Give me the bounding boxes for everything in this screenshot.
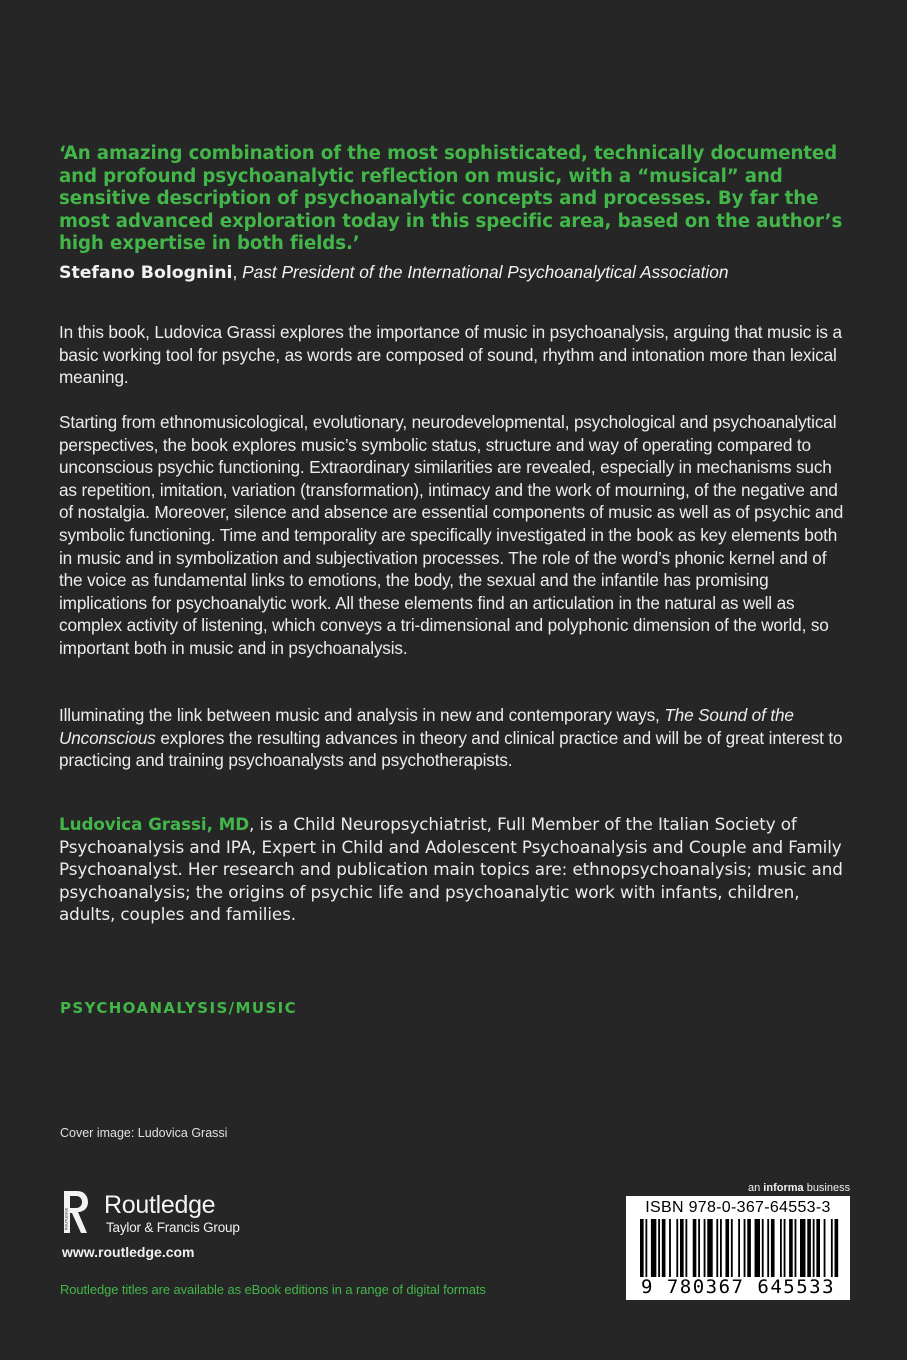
barcode-bar [685, 1219, 687, 1277]
attribution-separator: , [232, 262, 238, 282]
paragraph-3-suffix: explores the resulting advances in theory and clinical practice and will be of great interest to practicing and training psychoanalysts and psychotherapists. [59, 727, 843, 771]
barcode-bar [731, 1219, 733, 1277]
barcode-bar [813, 1219, 815, 1277]
isbn-digits: 9 780367 645533 [640, 1276, 836, 1298]
barcode-bar [693, 1219, 697, 1277]
publisher-group: Taylor & Francis Group [106, 1220, 240, 1235]
barcode-bar [800, 1219, 805, 1277]
author-bio-text: , is a Child Neuropsychiatrist, Full Member of the Italian Society of Psychoanalysis and IPA, Expert in Child and Adolescent Psychoanalysis and Couple and Family Psychoanalyst. Her research and publication main topics are: ethnopsychoanalysis; music and psychoanalysis; the origins of psychic life and psychoanalytic work with infants, children, adults, couples and families. [59, 814, 843, 925]
routledge-logo-icon [60, 1189, 90, 1235]
barcode-bar [707, 1219, 712, 1277]
description-paragraph-1: In this book, Ludovica Grassi explores the importance of music in psychoanalysis, arguing that music is a basic working tool for psyche, as words are composed of sound, rhythm and intonation more than lexical meaning. [59, 322, 842, 388]
barcode-bar [680, 1219, 684, 1277]
barcode-bar [807, 1219, 811, 1277]
quote-attribution [59, 261, 849, 284]
barcode-bar [640, 1219, 644, 1277]
barcode-bar [658, 1219, 660, 1277]
subject-category: PSYCHOANALYSIS/MUSIC [60, 999, 298, 1017]
logo-wordmark: ROUTLEDGE [64, 1207, 69, 1230]
barcode-bars [640, 1219, 840, 1277]
barcode-bar [795, 1219, 797, 1277]
barcode-bar [645, 1219, 647, 1277]
barcode-bar [698, 1219, 700, 1277]
informa-brand: informa [763, 1182, 804, 1194]
ebook-note: Routledge titles are available as eBook editions in a range of digital formats [60, 1282, 486, 1297]
barcode-bar [771, 1219, 775, 1277]
description-paragraph-2: Starting from ethnomusicological, evolutionary, neurodevelopmental, psychological and psychoanalytical perspectives, the book explores music’s symbolic status, structure and way of operating compared to unconscious psychic functioning. Extraordinary similarities are revealed, especially in mechanisms such as repetition, imitation, variation (transformation), intimacy and the work of mourning, of the negative and of nostalgia. Moreover, silence and absence are essential components of music as well as of psychic and symbolic functioning. Time and temporality are specifically investigated in the book as key elements both in music and in symbolization and subjectivation processes. The role of the word’s phonic kernel and of the voice as fundamental links to emotions, the body, the sexual and the infantile has promising implications for psychoanalytic work. All these elements find an articulation in the natural as well as complex activity of listening, which conveys a tri-dimensional and polyphonic dimension of the world, so important both in music and in psychoanalysis. [59, 412, 844, 658]
author-name: Ludovica Grassi, MD [59, 814, 250, 834]
book-title: The Sound of the Unconscious [59, 705, 794, 748]
barcode-bar [762, 1219, 764, 1277]
barcode-bar [789, 1219, 793, 1277]
barcode-bar [755, 1219, 760, 1277]
barcode-bar [704, 1219, 706, 1277]
publisher-name: Routledge [104, 1191, 216, 1219]
informa-business-label [748, 1182, 850, 1194]
barcode-bar [676, 1219, 678, 1277]
barcode-bar [725, 1219, 729, 1277]
barcode-bar [738, 1219, 740, 1277]
barcode-bar [824, 1219, 826, 1277]
informa-suffix: business [803, 1182, 851, 1194]
endorsement-quote: ‘An amazing combination of the most sophisticated, technically documented and profound psychoanalytic reflection on music, with a “musical” and sensitive description of psychoanalytic concepts and processes. By far the most advanced exploration today in this specific area, based on the author’s high expertise in both fields.’ [59, 143, 843, 255]
isbn-barcode [626, 1196, 850, 1300]
cover-credit: Cover image: Ludovica Grassi [60, 1126, 228, 1140]
barcode-bar [767, 1219, 769, 1277]
barcode-bar [780, 1219, 782, 1277]
barcode-bar [835, 1219, 839, 1277]
barcode-bar [816, 1219, 820, 1277]
barcode-bar [669, 1219, 671, 1277]
barcode-bar [720, 1219, 722, 1277]
quote-author-role: Past President of the International Psychoanalytical Association [242, 262, 729, 282]
barcode-bar [662, 1219, 666, 1277]
informa-prefix: an [748, 1182, 764, 1194]
paragraph-3-prefix: Illuminating the link between music and analysis in new and contemporary ways, [59, 705, 665, 725]
barcode-bar [831, 1219, 833, 1277]
isbn-label: ISBN 978-0-367-64553-3 [645, 1199, 831, 1216]
barcode-bar [716, 1219, 718, 1277]
quote-author: Stefano Bolognini [59, 263, 233, 283]
description-paragraph-3 [59, 704, 849, 772]
author-bio [59, 813, 849, 926]
barcode-bar [744, 1219, 746, 1277]
barcode-bar [747, 1219, 751, 1277]
barcode-bar [784, 1219, 786, 1277]
publisher-url: www.routledge.com [62, 1244, 195, 1260]
barcode-bar [651, 1219, 656, 1277]
